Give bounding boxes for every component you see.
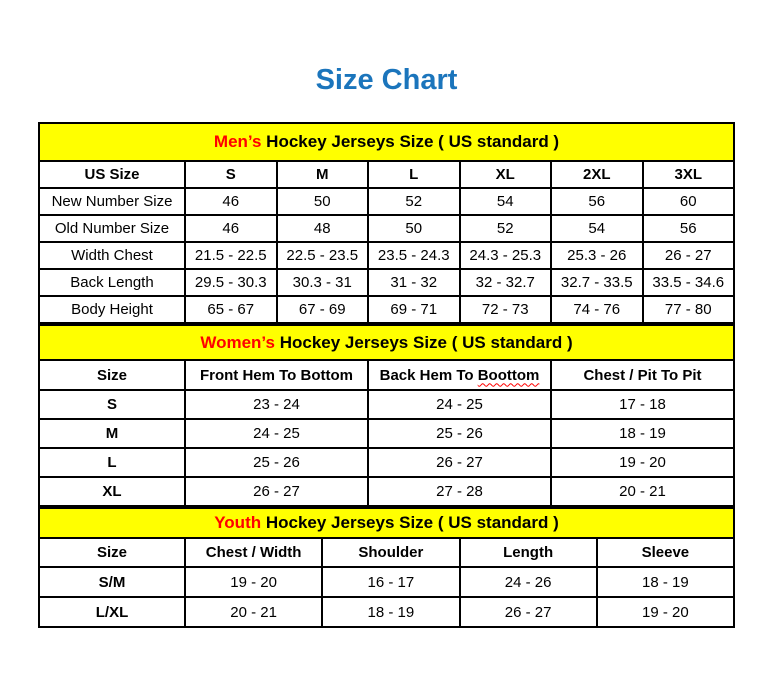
size-row xyxy=(39,188,734,215)
size-value-cell: 26 - 27 xyxy=(185,477,368,506)
section-banner-row xyxy=(39,508,734,538)
size-value-cell: 27 - 28 xyxy=(368,477,551,506)
size-value-cell: 60 xyxy=(643,188,735,215)
banner-highlight: Youth xyxy=(214,513,262,532)
size-row xyxy=(39,215,734,242)
column-header: Back Hem To Boottom xyxy=(368,360,551,390)
size-value-cell: 52 xyxy=(460,215,552,242)
size-value-cell: 29.5 - 30.3 xyxy=(185,269,277,296)
size-row xyxy=(39,390,734,419)
size-value-cell: 21.5 - 22.5 xyxy=(185,242,277,269)
size-value-cell: 30.3 - 31 xyxy=(277,269,369,296)
size-value-cell: 18 - 19 xyxy=(322,597,459,627)
column-header: XL xyxy=(460,161,552,188)
size-value-cell: 22.5 - 23.5 xyxy=(277,242,369,269)
section-banner xyxy=(39,123,734,161)
banner-highlight: Men’s xyxy=(213,132,262,151)
size-value-cell: 16 - 17 xyxy=(322,567,459,597)
column-header: Chest / Width xyxy=(185,538,322,567)
row-label: New Number Size xyxy=(39,188,185,215)
size-value-cell: 46 xyxy=(185,215,277,242)
size-row xyxy=(39,419,734,448)
header-row xyxy=(39,538,734,567)
size-value-cell: 23.5 - 24.3 xyxy=(368,242,460,269)
size-value-cell: 54 xyxy=(551,215,643,242)
size-value-cell: 19 - 20 xyxy=(185,567,322,597)
row-label: S xyxy=(39,390,185,419)
column-header: 2XL xyxy=(551,161,643,188)
size-value-cell: 74 - 76 xyxy=(551,296,643,323)
row-label: XL xyxy=(39,477,185,506)
row-label: L xyxy=(39,448,185,477)
size-value-cell: 24.3 - 25.3 xyxy=(460,242,552,269)
banner-text: Hockey Jerseys Size ( US standard ) xyxy=(274,332,573,352)
size-value-cell: 18 - 19 xyxy=(551,419,734,448)
mens-size-table xyxy=(38,122,735,324)
size-tables xyxy=(38,122,735,628)
size-value-cell: 31 - 32 xyxy=(368,269,460,296)
size-row xyxy=(39,477,734,506)
banner-text: Hockey Jerseys Size ( US standard ) xyxy=(261,132,560,151)
size-value-cell: 50 xyxy=(368,215,460,242)
row-label: Width Chest xyxy=(39,242,185,269)
size-value-cell: 54 xyxy=(460,188,552,215)
size-value-cell: 32 - 32.7 xyxy=(460,269,552,296)
column-header: Chest / Pit To Pit xyxy=(551,360,734,390)
size-value-cell: 20 - 21 xyxy=(185,597,322,627)
size-value-cell: 26 - 27 xyxy=(460,597,597,627)
column-header: Shoulder xyxy=(322,538,459,567)
column-header: Sleeve xyxy=(597,538,734,567)
size-value-cell: 32.7 - 33.5 xyxy=(551,269,643,296)
row-label: S/M xyxy=(39,567,185,597)
section-banner-row xyxy=(39,123,734,161)
size-row xyxy=(39,296,734,323)
size-value-cell: 52 xyxy=(368,188,460,215)
size-value-cell: 72 - 73 xyxy=(460,296,552,323)
size-value-cell: 50 xyxy=(277,188,369,215)
size-row xyxy=(39,448,734,477)
size-value-cell: 56 xyxy=(551,188,643,215)
size-value-cell: 19 - 20 xyxy=(597,597,734,627)
size-row xyxy=(39,269,734,296)
column-header: 3XL xyxy=(643,161,735,188)
column-header: S xyxy=(185,161,277,188)
header-row xyxy=(39,360,734,390)
row-label: Old Number Size xyxy=(39,215,185,242)
row-label: Body Height xyxy=(39,296,185,323)
size-value-cell: 24 - 25 xyxy=(368,390,551,419)
size-value-cell: 48 xyxy=(277,215,369,242)
section-banner-row xyxy=(39,325,734,360)
size-value-cell: 33.5 - 34.6 xyxy=(643,269,735,296)
size-row xyxy=(39,597,734,627)
size-value-cell: 18 - 19 xyxy=(597,567,734,597)
size-value-cell: 23 - 24 xyxy=(185,390,368,419)
column-header: Front Hem To Bottom xyxy=(185,360,368,390)
size-value-cell: 65 - 67 xyxy=(185,296,277,323)
size-value-cell: 69 - 71 xyxy=(368,296,460,323)
column-header: Size xyxy=(39,538,185,567)
size-value-cell: 17 - 18 xyxy=(551,390,734,419)
size-value-cell: 25.3 - 26 xyxy=(551,242,643,269)
youth-size-table xyxy=(38,507,735,628)
misspelled-word: Boottom xyxy=(477,366,540,384)
column-header: Size xyxy=(39,360,185,390)
row-label: Back Length xyxy=(39,269,185,296)
size-value-cell: 24 - 25 xyxy=(185,419,368,448)
row-label: M xyxy=(39,419,185,448)
size-value-cell: 77 - 80 xyxy=(643,296,735,323)
banner-highlight: Women’s xyxy=(200,332,275,352)
size-value-cell: 56 xyxy=(643,215,735,242)
column-header: Length xyxy=(460,538,597,567)
size-value-cell: 25 - 26 xyxy=(185,448,368,477)
size-value-cell: 24 - 26 xyxy=(460,567,597,597)
size-value-cell: 46 xyxy=(185,188,277,215)
size-value-cell: 25 - 26 xyxy=(368,419,551,448)
size-value-cell: 19 - 20 xyxy=(551,448,734,477)
size-row xyxy=(39,242,734,269)
page-title: Size Chart xyxy=(315,64,458,96)
header-row xyxy=(39,161,734,188)
womens-size-table xyxy=(38,324,735,507)
size-value-cell: 67 - 69 xyxy=(277,296,369,323)
row-label: L/XL xyxy=(39,597,185,627)
size-value-cell: 20 - 21 xyxy=(551,477,734,506)
column-header: M xyxy=(277,161,369,188)
section-banner xyxy=(39,325,734,360)
column-header: L xyxy=(368,161,460,188)
section-banner xyxy=(39,508,734,538)
size-value-cell: 26 - 27 xyxy=(368,448,551,477)
banner-text: Hockey Jerseys Size ( US standard ) xyxy=(261,513,559,532)
column-header: US Size xyxy=(39,161,185,188)
size-value-cell: 26 - 27 xyxy=(643,242,735,269)
size-row xyxy=(39,567,734,597)
